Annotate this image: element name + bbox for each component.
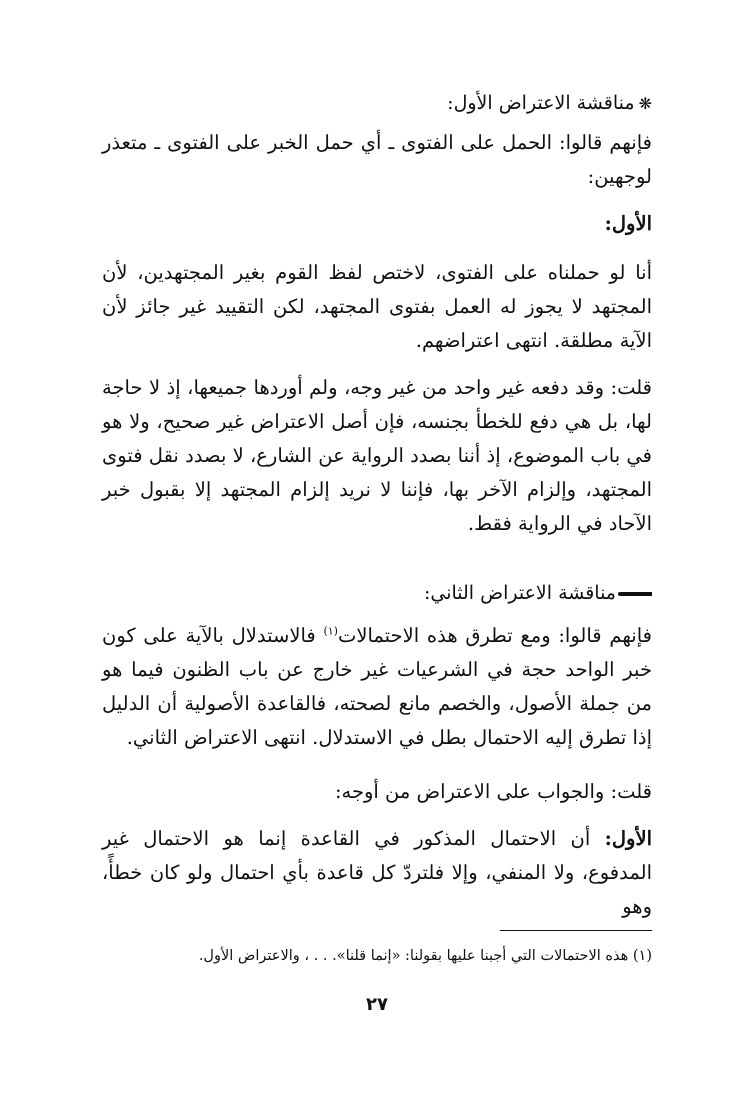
footnote: (١) هذه الاحتمالات التي أجبنا عليها بقولنا: «إنما قلنا». . . ، والاعتراض الأول. bbox=[198, 948, 652, 964]
heading-text: مناقشة الاعتراض الأول: bbox=[447, 92, 635, 114]
paragraph-2: أنا لو حملناه على الفتوى، لاختص لفظ القوم بغير المجتهدين، لأن المجتهد لا يجوز له العمل بفتوى المجتهد، لكن التقييد غير جائز لأن الآية مطلقة. انتهى اعتراضهم. bbox=[102, 261, 652, 352]
section-heading-first-objection bbox=[102, 88, 652, 119]
paragraph-4-rest: فالاستدلال بالآية على كون خبر الواحد حجة في الشرعيات غير خارج عن باب الظنون فيما هو من جملة الأصول، والخصم مانع لصحته، فالقاعدة الأصولية أن الدليل إذا تطرق إليه الاحتمال بطل في الاستدلال. انتهى الاعتراض الثاني. bbox=[102, 624, 652, 749]
heading-text: مناقشة الاعتراض الثاني: bbox=[423, 582, 616, 604]
first-point-label: الأول: bbox=[604, 212, 652, 235]
page-number: ٢٧ bbox=[366, 994, 388, 1015]
footnote-reference[interactable]: (١) bbox=[323, 624, 338, 638]
dash-bar-icon bbox=[618, 592, 652, 596]
paragraph-5: قلت: والجواب على الاعتراض من أوجه: bbox=[334, 780, 652, 803]
asterisk-icon: ❋ bbox=[638, 94, 652, 113]
paragraph-4-start: فإنهم قالوا: ومع تطرق هذه الاحتمالات bbox=[337, 624, 652, 647]
paragraph-6-text: أن الاحتمال المذكور في القاعدة إنما هو الاحتمال غير المدفوع، ولا المنفي، وإلا فلتردّ كل قاعدة بأي احتمال ولو كان خطأً، وهو bbox=[102, 827, 652, 918]
point-label: الأول: bbox=[604, 827, 652, 850]
paragraph-4 bbox=[102, 619, 652, 755]
footnote-separator bbox=[500, 930, 652, 931]
section-heading-second-objection bbox=[102, 578, 652, 608]
paragraph-6 bbox=[102, 822, 652, 924]
paragraph-3: قلت: وقد دفعه غير واحد من غير وجه، ولم أوردها جميعها، إذ لا حاجة لها، بل هي دفع للخطأ بجنسه، فإن أصل الاعتراض غير صحيح، ولا هو في باب الموضوع، إذ أننا بصدد الرواية عن الشارع، لا بصدد نقل فتوى المجتهد، وإلزام الآخر بها، فإننا لا نريد إلزام المجتهد إلا بقبول خبر الآحاد في الرواية فقط. bbox=[102, 376, 652, 535]
paragraph-1: فإنهم قالوا: الحمل على الفتوى ـ أي حمل الخبر على الفتوى ـ متعذر لوجهين: bbox=[102, 131, 652, 188]
